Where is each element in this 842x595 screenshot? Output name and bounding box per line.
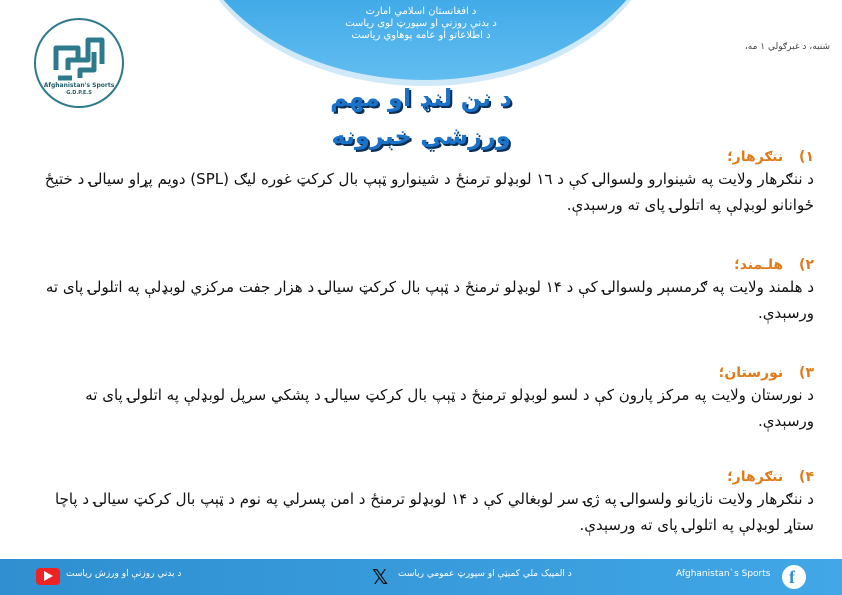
youtube-link[interactable]: د بدني روزنې او ورزش ریاست [66,569,182,579]
news-body: د نورستان ولایت په مرکز پارون کې د لسو لوبډلو ترمنځ د ټېپ بال کرکټ سیالۍ د پشکي سرپل لوبډلې په اتلولۍ پای ته ورسېدې. [85,386,814,430]
news-item [40,468,814,538]
news-body: د ننګرهار ولایت په شینوارو ولسوالۍ کې د ١٦ لوبډلو ترمنځ د شینوارو ټېپ بال کرکټ غوره لیګ (SPL) دویم پړاو سیالۍ د ختیځ ځوانانو لوبډلې په اتلولۍ پای ته ورسېدې. [44,170,814,214]
x-link[interactable]: د المپیک ملي کمېټې او سپورټ عمومي ریاست [398,569,572,579]
facebook-icon[interactable]: f [782,565,806,589]
news-body: د ننګرهار ولایت نازیانو ولسوالۍ په ژۍ سر لوبغالي کې د ۱۴ لوبډلو ترمنځ د امن پسرلي په نوم د ټېپ بال کرکټ سیالۍ د پاچا ستاړ لوبډلې په اتلولۍ پای ته ورسېدې. [55,490,814,534]
news-number: ۴) [799,469,814,485]
news-item [40,148,814,218]
news-heading [40,364,814,382]
news-body: د هلمند ولایت په ګرمسېر ولسوالۍ کې د ۱۴ لوبډلو ترمنځ د ټېپ بال کرکټ سیالۍ د هزار جفت مرکزي لوبډلې په اتلولۍ پای ته ورسېدې. [45,278,814,322]
youtube-icon[interactable] [36,568,60,585]
news-region: هلـمند؛ [734,257,784,273]
news-region: ننګرهار؛ [727,469,784,485]
page-title-line-1: د نن لنډ او مهم [330,84,512,112]
logo-caption: Afghanistan's Sports [43,82,115,89]
news-number: ۲) [799,257,814,273]
header-line-2: د بدني روزنې او سپورټ لوی ریاست [345,18,497,29]
news-region: ننګرهار؛ [727,149,784,165]
date-label: شنبه، د غبرګولي ۱ مه، [744,42,830,52]
logo-caption-sub: G.D.P.E.S [66,90,92,96]
news-item [40,256,814,326]
news-item [40,364,814,434]
header-line-3: د اطلاعاتو او عامه پوهاوي ریاست [351,30,491,41]
x-icon[interactable]: 𝕏 [372,565,389,589]
news-heading [40,256,814,274]
header-text [0,6,842,42]
news-number: ۱) [799,149,814,165]
news-number: ۳) [799,365,814,381]
page-title-line-2: ورزشي خبرونه [331,122,511,150]
footer-bar [0,559,842,595]
news-region: نورستان؛ [718,365,784,381]
news-heading [40,148,814,166]
header-line-1: د افغانستان اسلامي امارت [365,6,477,17]
facebook-link[interactable]: Afghanistan`s Sports [676,569,771,579]
news-heading [40,468,814,486]
